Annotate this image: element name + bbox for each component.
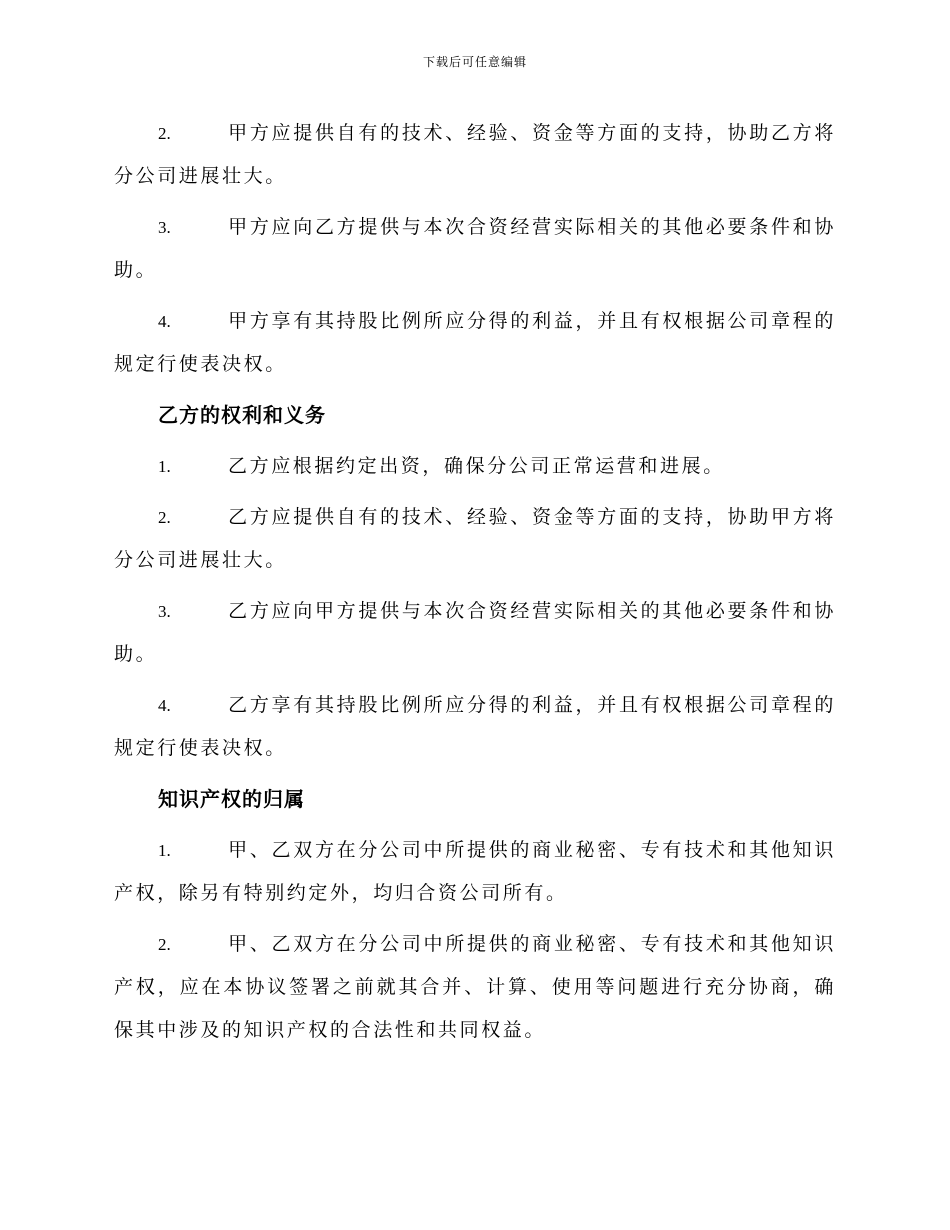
clause-item (114, 206, 836, 292)
clause-text: 乙方应根据约定出资，确保分公司正常运营和进展。 (228, 455, 725, 477)
clause-number: 2. (158, 508, 171, 527)
clause-item (114, 112, 836, 198)
clause-item (114, 590, 836, 676)
section-heading: 知识产权的归属 (158, 787, 305, 811)
clause-number: 4. (158, 696, 171, 715)
clause-number: 3. (158, 218, 171, 237)
clause-text: 甲、乙双方在分公司中所提供的商业秘密、专有技术和其他知识产权，应在本协议签署之前就其合并、计算、使用等问题进行充分协商，确保其中涉及的知识产权的合法性和共同权益。 (114, 933, 836, 1041)
clause-number: 2. (158, 935, 171, 954)
section-heading: 乙方的权利和义务 (158, 403, 326, 427)
clause-item (114, 496, 836, 582)
clause-item (114, 923, 836, 1052)
document-body (114, 112, 836, 1060)
section-party-b (114, 394, 836, 770)
clause-item (114, 829, 836, 915)
section-intellectual-property (114, 778, 836, 1052)
clause-number: 2. (158, 124, 171, 143)
page-header: 下载后可任意编辑 (422, 55, 527, 69)
clause-item (114, 684, 836, 770)
clause-text: 乙方应向甲方提供与本次合资经营实际相关的其他必要条件和协助。 (114, 600, 836, 665)
clause-text: 甲方应向乙方提供与本次合资经营实际相关的其他必要条件和协助。 (114, 216, 836, 281)
clause-text: 甲方应提供自有的技术、经验、资金等方面的支持，协助乙方将分公司进展壮大。 (114, 122, 836, 187)
clause-number: 1. (158, 457, 171, 476)
clause-item (114, 300, 836, 386)
clause-number: 1. (158, 841, 171, 860)
clause-number: 4. (158, 312, 171, 331)
clause-number: 3. (158, 602, 171, 621)
clause-item (114, 445, 836, 488)
clause-text: 乙方享有其持股比例所应分得的利益，并且有权根据公司章程的规定行使表决权。 (114, 694, 836, 759)
clause-text: 甲方享有其持股比例所应分得的利益，并且有权根据公司章程的规定行使表决权。 (114, 310, 836, 375)
clause-text: 乙方应提供自有的技术、经验、资金等方面的支持，协助甲方将分公司进展壮大。 (114, 506, 836, 571)
clause-text: 甲、乙双方在分公司中所提供的商业秘密、专有技术和其他知识产权，除另有特别约定外，均归合资公司所有。 (114, 839, 836, 904)
section-party-a (114, 112, 836, 386)
